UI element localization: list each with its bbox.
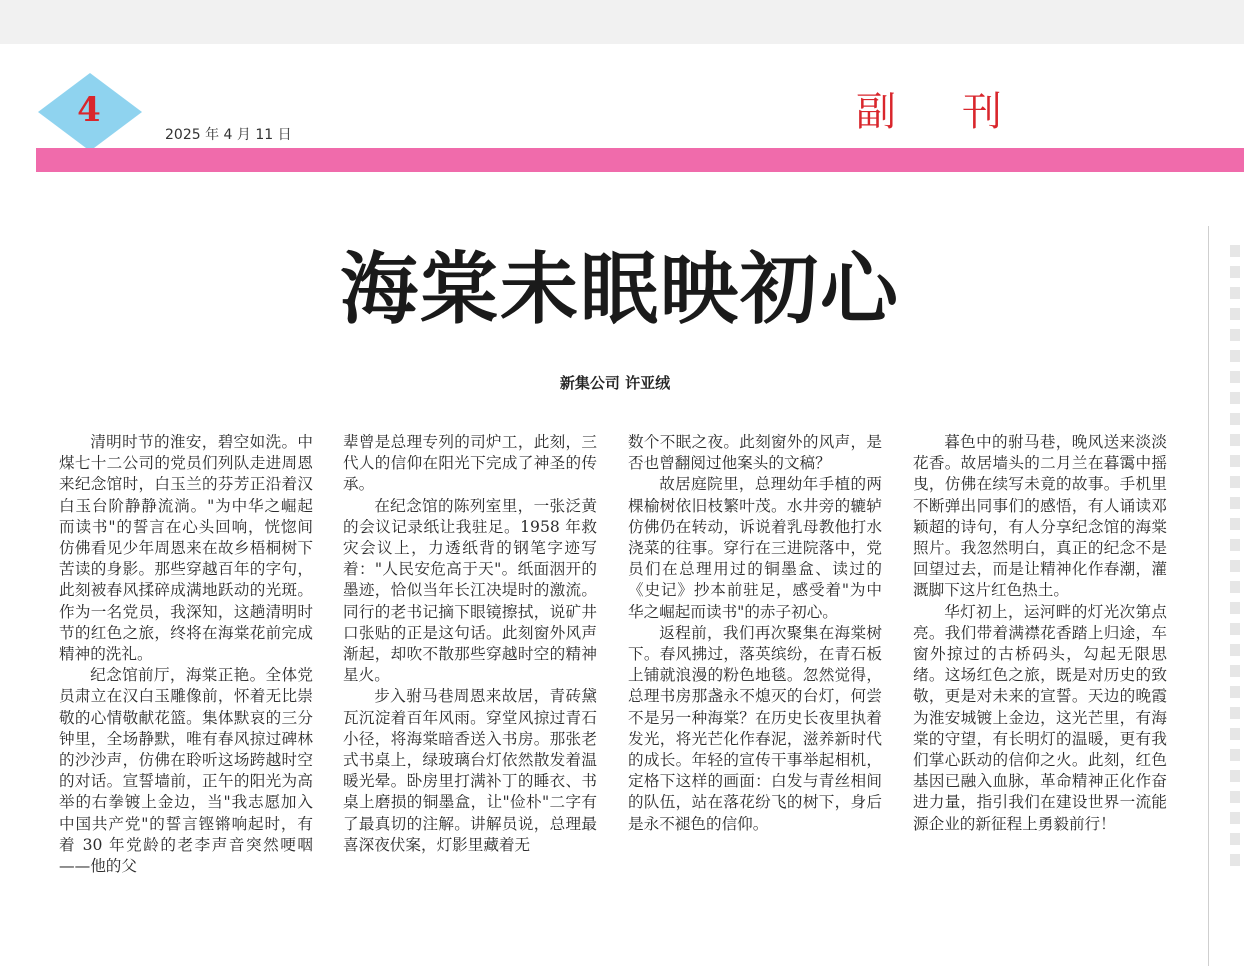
paragraph: 故居庭院里，总理幼年手植的两棵榆树依旧枝繁叶茂。水井旁的辘轳仿佛仍在转动，诉说着乳母教他打水浇菜的往事。穿行在三进院落中，党员们在总理用过的铜墨盒、读过的《史记》抄本前驻足，感受着"为中华之崛起而读书"的赤子初心。: [628, 475, 882, 621]
header-color-bar: [36, 148, 1244, 172]
article-byline: 新集公司 许亚绒: [559, 374, 671, 392]
section-title: [856, 86, 1002, 138]
paragraph: 清明时节的淮安，碧空如洗。中煤七十二公司的党员们列队走进周恩来纪念馆时，白玉兰的芬芳正沿着汉白玉台阶静静流淌。"为中华之崛起而读书"的誓言在心头回响，恍惚间仿佛看见少年周恩来在故乡梧桐树下苦读的身影。那些穿越百年的字句，此刻被春风揉碎成满地跃动的光斑。作为一名党员，我深知，这趟清明时节的红色之旅，终将在海棠花前完成精神的洗礼。: [59, 433, 313, 664]
article-column-4: [913, 432, 1167, 835]
page-number: 4: [77, 90, 101, 130]
paragraph: 辈曾是总理专列的司炉工，此刻，三代人的信仰在阳光下完成了神圣的传承。: [343, 433, 597, 494]
paragraph: 华灯初上，运河畔的灯光次第点亮。我们带着满襟花香踏上归途，车窗外掠过的古桥码头，勾起无限思绪。这场红色之旅，既是对历史的致敬，更是对未来的宣誓。天边的晚霞为淮安城镀上金边，这光芒里，有海棠的守望，有长明灯的温暖，更有我们掌心跃动的信仰之火。此刻，红色基因已融入血脉，革命精神正化作奋进力量，指引我们在建设世界一流能源企业的新征程上勇毅前行！: [913, 602, 1167, 833]
section-char: 副: [856, 89, 896, 135]
article-title: 海棠未眠映初心: [339, 245, 900, 335]
paragraph: 数个不眠之夜。此刻窗外的风声，是否也曾翻阅过他案头的文稿？: [628, 433, 882, 473]
paragraph: 步入驸马巷周恩来故居，青砖黛瓦沉淀着百年风雨。穿堂风掠过青石小径，将海棠暗香送入书房。那张老式书桌上，绿玻璃台灯依然散发着温暖光晕。卧房里打满补丁的睡衣、书桌上磨损的铜墨盒，让"俭朴"二字有了最真切的注解。讲解员说，总理最喜深夜伏案，灯影里藏着无: [343, 687, 597, 854]
browser-top-band: [0, 0, 1244, 45]
next-page-edge: [1226, 236, 1244, 936]
article-column-1: [59, 432, 313, 877]
article-column-3: [628, 432, 882, 835]
paragraph: 在纪念馆的陈列室里，一张泛黄的会议记录纸让我驻足。1958 年救灾会议上，力透纸背的钢笔字迹写着："人民安危高于天"。纸面洇开的墨迹，恰似当年长江决堤时的激流。同行的老书记摘下眼镜擦拭，说矿井口张贴的正是这句话。此刻窗外风声渐起，却吹不散那些穿越时空的精神星火。: [343, 496, 597, 685]
section-char: 刊: [962, 89, 1002, 135]
issue-date: 2025 年 4 月 11 日: [165, 127, 292, 143]
column-divider-rule: [1208, 226, 1209, 966]
article-column-2: [343, 432, 597, 856]
paragraph: 纪念馆前厅，海棠正艳。全体党员肃立在汉白玉雕像前，怀着无比崇敬的心情敬献花篮。集体默哀的三分钟里，全场静默，唯有春风掠过碑林的沙沙声，仿佛在聆听这场跨越时空的对话。宣誓墙前，正午的阳光为高举的右拳镀上金边，当"我志愿加入中国共产党"的誓言铿锵响起时，有着 30 年党龄的老李声音突然哽咽——他的父: [59, 666, 313, 876]
paragraph: 暮色中的驸马巷，晚风送来淡淡花香。故居墙头的二月兰在暮霭中摇曳，仿佛在续写未竟的故事。手机里不断弹出同事们的感悟，有人诵读邓颖超的诗句，有人分享纪念馆的海棠照片。我忽然明白，真正的纪念不是回望过去，而是让精神化作春潮，灌溉脚下这片红色热土。: [913, 433, 1167, 600]
paragraph: 返程前，我们再次聚集在海棠树下。春风拂过，落英缤纷，在青石板上铺就浪漫的粉色地毯。忽然觉得，总理书房那盏永不熄灭的台灯，何尝不是另一种海棠？在历史长夜里执着发光，将光芒化作春泥，滋养新时代的成长。年轻的宣传干事举起相机，定格下这样的画面：白发与青丝相间的队伍，站在落花纷飞的树下，身后是永不褪色的信仰。: [628, 623, 882, 833]
